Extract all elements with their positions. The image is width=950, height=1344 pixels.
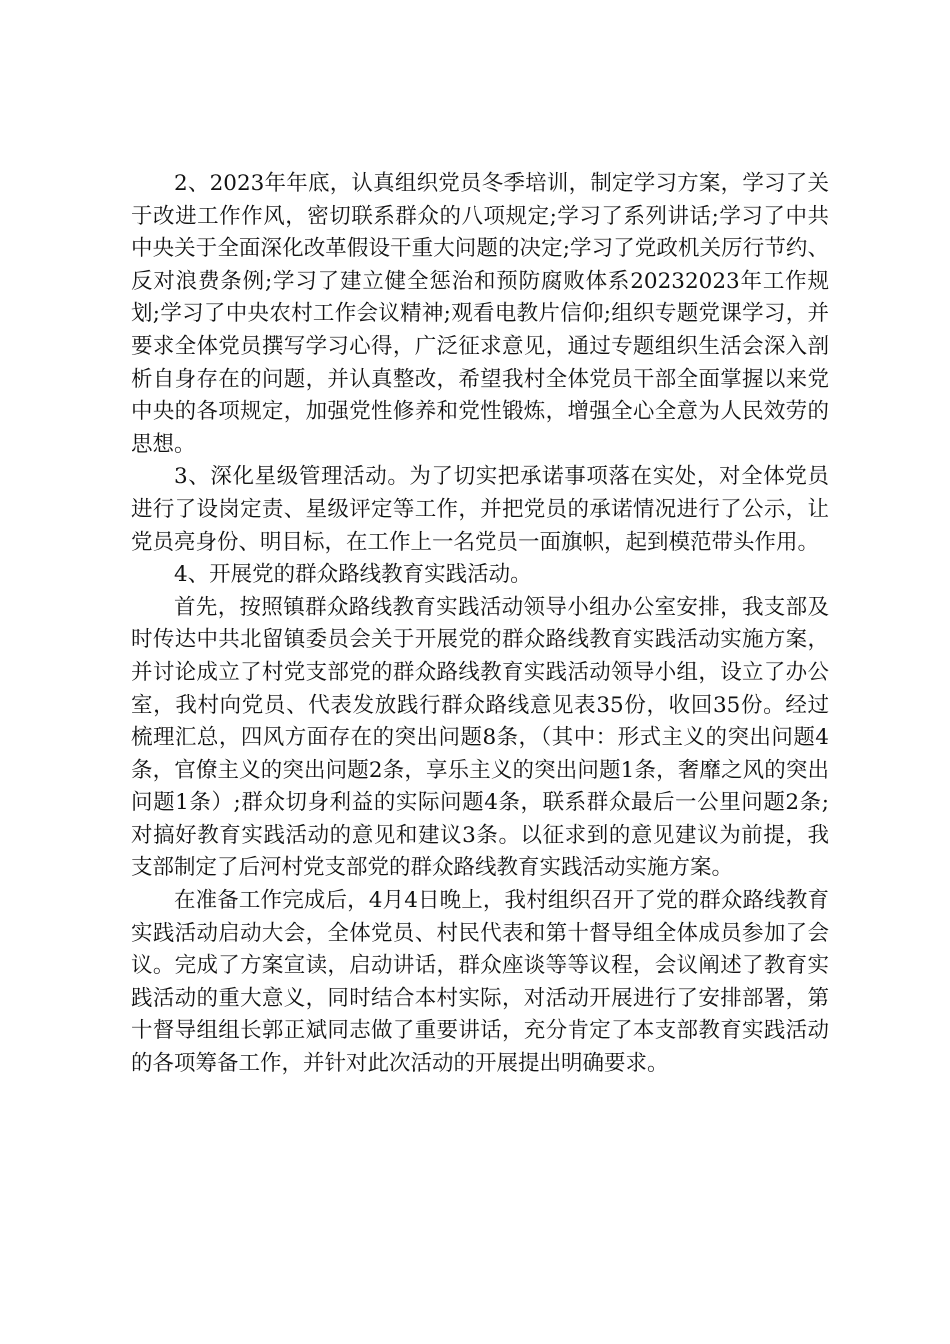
paragraph-star-management: 3、深化星级管理活动。为了切实把承诺事项落在实处，对全体党员进行了设岗定责、星级评定等工作，并把党员的承诺情况进行了公示，让党员亮身份、明目标，在工作上一名党员一面旗帜，起到模范带头作用。 (131, 464, 829, 555)
document-body (131, 168, 829, 1081)
paragraph-kickoff-meeting: 在准备工作完成后，4月4日晚上，我村组织召开了党的群众路线教育实践活动启动大会，全体党员、村民代表和第十督导组全体成员参加了会议。完成了方案宣读，启动讲话，群众座谈等等议程，会议阐述了教育实践活动的重大意义，同时结合本村实际，对活动开展进行了安排部署，第十督导组组长郭正斌同志做了重要讲话，充分肯定了本支部教育实践活动的各项筹备工作，并针对此次活动的开展提出明确要求。 (131, 888, 829, 1077)
paragraph-training: 2、2023年年底，认真组织党员冬季培训，制定学习方案，学习了关于改进工作作风，密切联系群众的八项规定;学习了系列讲话;学习了中共中央关于全面深化改革假设干重大问题的决定;学习了党政机关厉行节约、反对浪费条例;学习了建立健全惩治和预防腐败体系20232023年工作规划;学习了中央农村工作会议精神;观看电教片信仰;组织专题党课学习，并要求全体党员撰写学习心得，广泛征求意见，通过专题组织生活会深入剖析自身存在的问题，并认真整改，希望我村全体党员干部全面掌握以来党中央的各项规定，加强党性修养和党性锻炼，增强全心全意为人民效劳的思想。 (131, 171, 829, 457)
paragraph-first-steps: 首先，按照镇群众路线教育实践活动领导小组办公室安排，我支部及时传达中共北留镇委员会关于开展党的群众路线教育实践活动实施方案，并讨论成立了村党支部党的群众路线教育实践活动领导小组，设立了办公室，我村向党员、代表发放践行群众路线意见表35份，收回35份。经过梳理汇总，四风方面存在的突出问题8条，（其中：形式主义的突出问题4条，官僚主义的突出问题2条，享乐主义的突出问题1条，奢靡之风的突出问题1条）;群众切身利益的实际问题4条，联系群众最后一公里问题2条;对搞好教育实践活动的意见和建议3条。以征求到的意见建议为前提，我支部制定了后河村党支部党的群众路线教育实践活动实施方案。 (131, 594, 829, 881)
paragraph-mass-line-heading: 4、开展党的群众路线教育实践活动。 (174, 562, 532, 588)
